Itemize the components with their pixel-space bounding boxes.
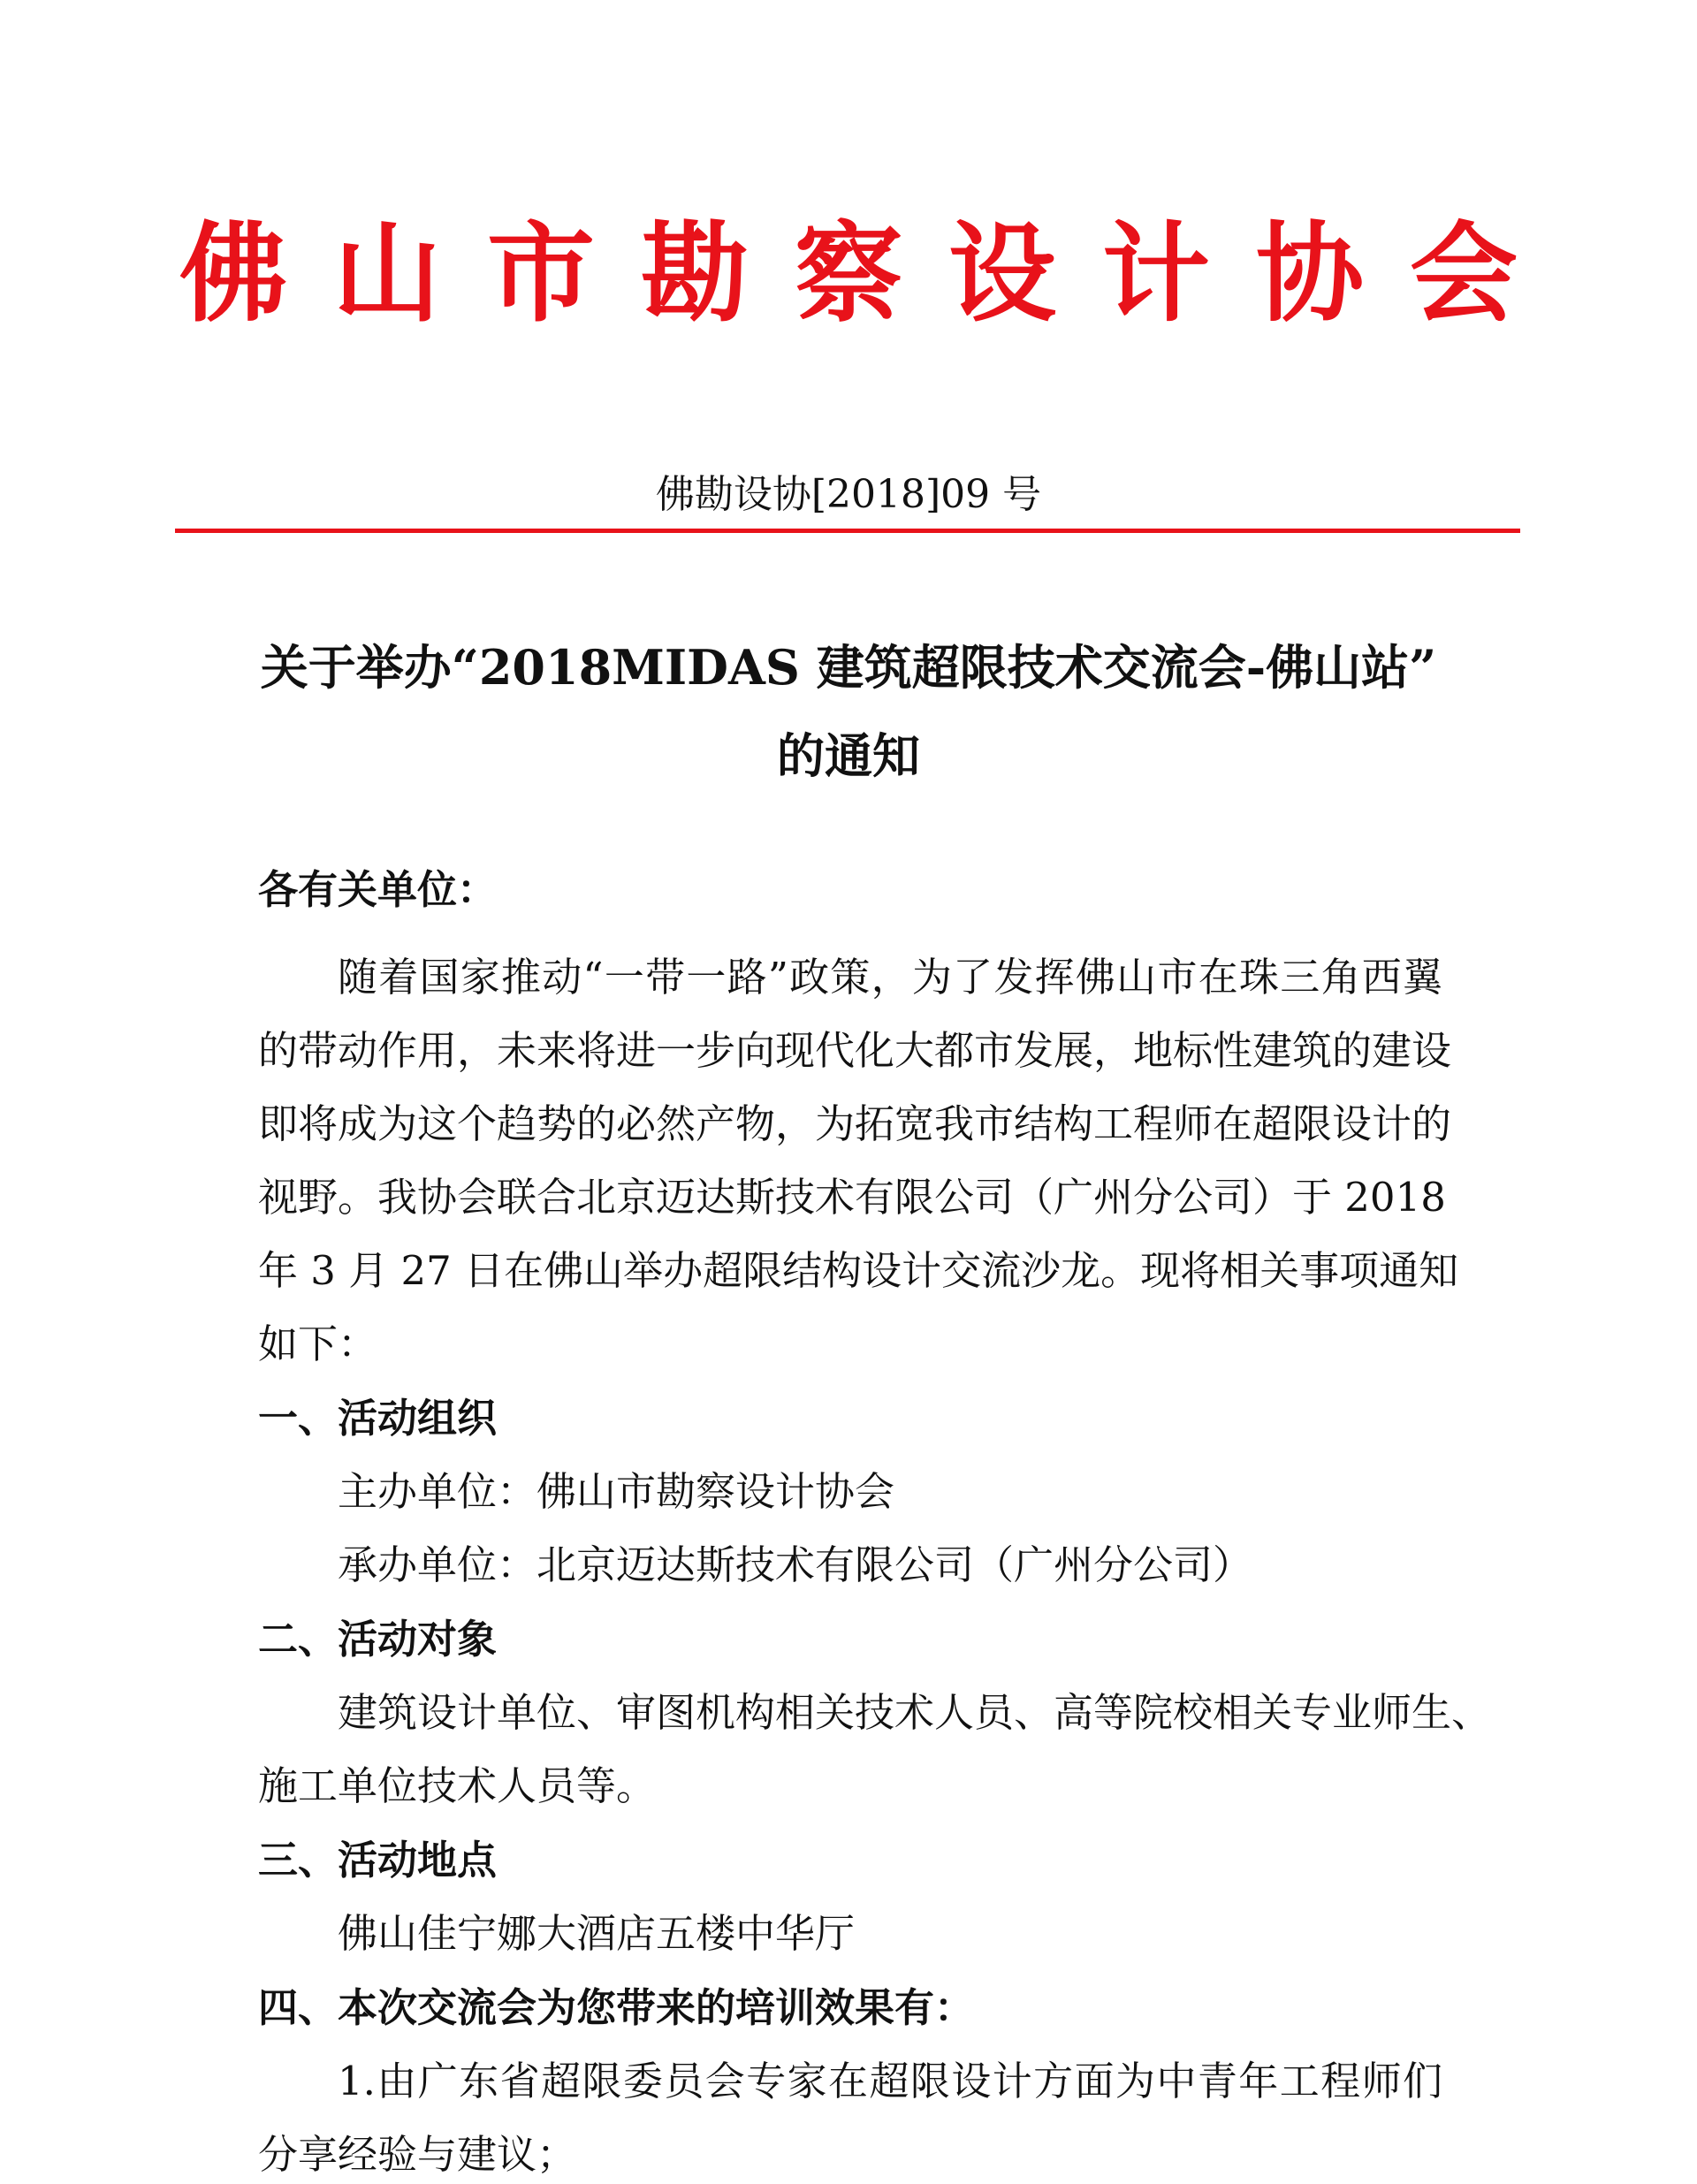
intro-line-2: 的带动作用，未来将进一步向现代化大都市发展，地标性建筑的建设 [258,1027,1452,1074]
section-heading-audience: 二、活动对象 [258,1616,498,1663]
organizer-line: 主办单位：佛山市勘察设计协会 [338,1468,895,1515]
intro-line-3: 即将成为这个趋势的必然产物，为拓宽我市结构工程师在超限设计的 [258,1100,1452,1147]
notice-title-line-1: 关于举办“2018MIDAS 建筑超限技术交流会-佛山站” [260,639,1437,696]
section-heading-venue: 三、活动地点 [258,1837,498,1883]
benefit-item-1-line-2: 分享经验与建议； [258,2131,577,2178]
masthead-title: 佛山市勘察设计协会 [179,209,1564,337]
section-heading-benefits: 四、本次交流会为您带来的培训效果有： [258,1984,975,2031]
audience-line-2: 施工单位技术人员等。 [258,1762,657,1809]
intro-line-5: 年 3 月 27 日在佛山举办超限结构设计交流沙龙。现将相关事项通知 [258,1247,1459,1294]
salutation: 各有关单位： [258,866,498,913]
audience-line-1: 建筑设计单位、审图机构相关技术人员、高等院校相关专业师生、 [338,1689,1492,1736]
intro-line-6: 如下： [258,1320,378,1367]
intro-line-4: 视野。我协会联合北京迈达斯技术有限公司（广州分公司）于 2018 [258,1174,1446,1221]
section-heading-organization: 一、活动组织 [258,1395,498,1442]
intro-line-1: 随着国家推动“一带一路”政策，为了发挥佛山市在珠三角西翼 [338,954,1442,1001]
document-number: 佛勘设协[2018]09 号 [655,472,1042,517]
co-organizer-line: 承办单位：北京迈达斯技术有限公司（广州分公司） [338,1541,1253,1588]
notice-title-line-2: 的通知 [777,727,920,784]
benefit-item-1-line-1: 1.由广东省超限委员会专家在超限设计方面为中青年工程师们 [338,2058,1442,2104]
venue-line: 佛山佳宁娜大酒店五楼中华厅 [338,1910,856,1957]
red-divider-line [175,529,1520,533]
